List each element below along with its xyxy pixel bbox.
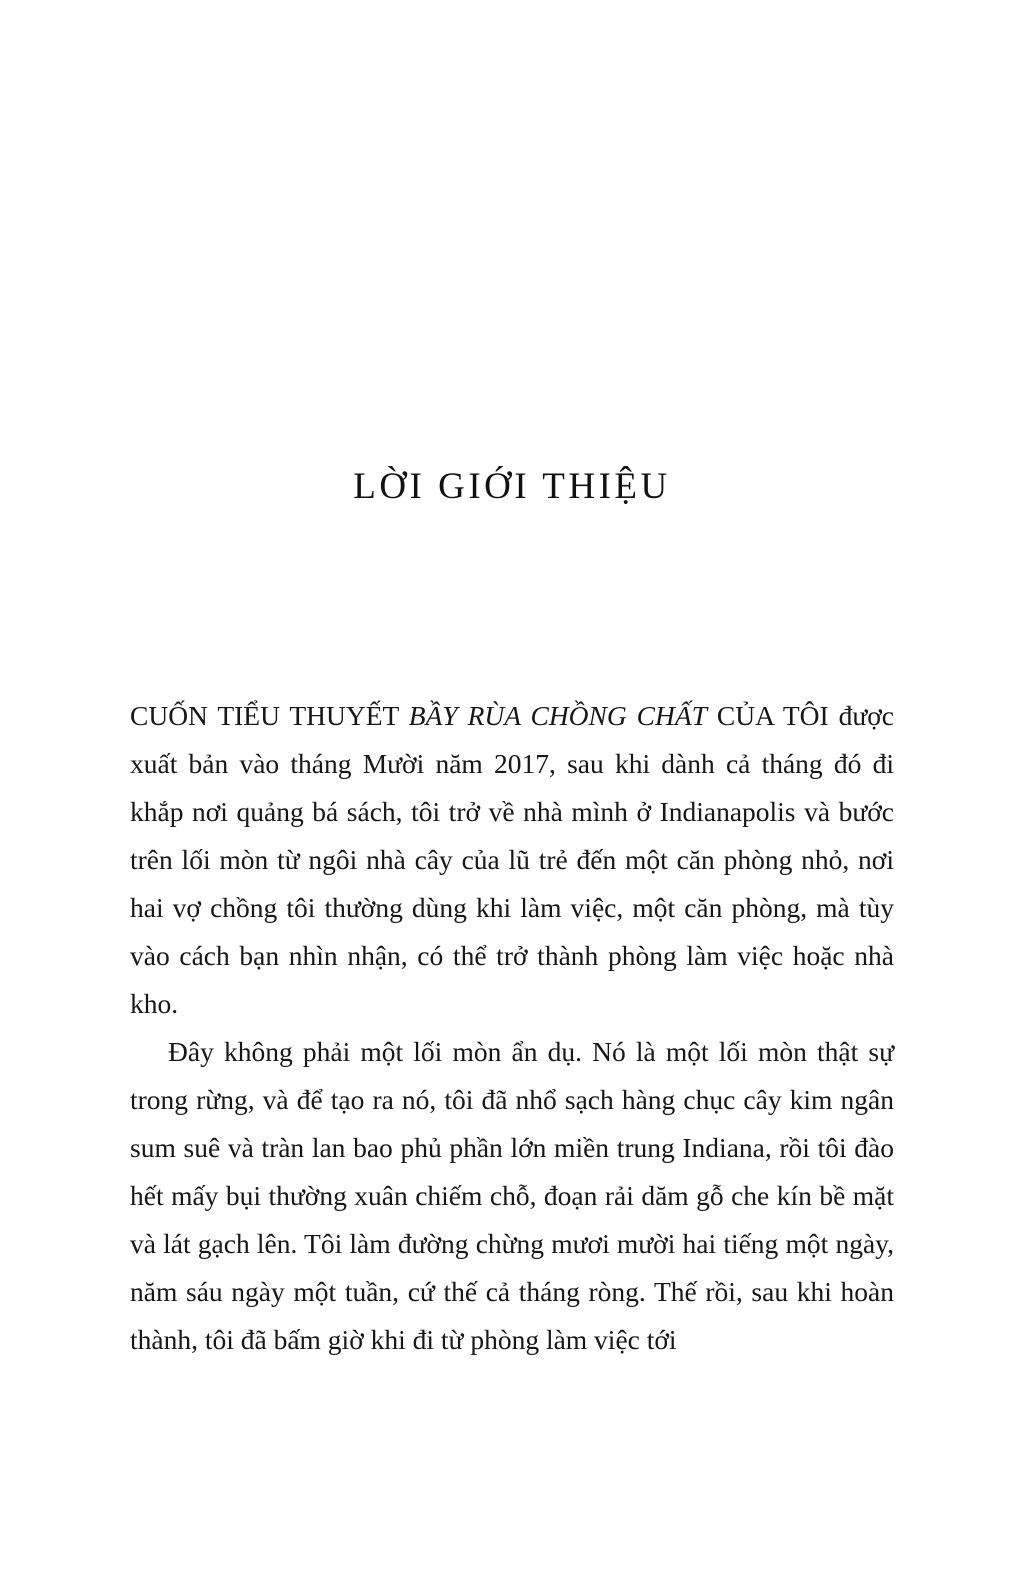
book-title-reference: BẦY RÙA CHỒNG CHẤT	[408, 700, 707, 731]
paragraph-1-rest: CỦA TÔI được xuất bản vào tháng Mười năm 2017, sau khi dành cả tháng đó đi khắp nơi quảng bá sách, tôi trở về nhà mình ở Indianapolis và bước trên lối mòn từ ngôi nhà cây của lũ trẻ đến một căn phòng nhỏ, nơi hai vợ chồng tôi thường dùng khi làm việc, một căn phòng, mà tùy vào cách bạn nhìn nhận, có thể trở thành phòng làm việc hoặc nhà kho.	[130, 700, 894, 1019]
paragraph-1	[130, 692, 894, 1028]
body-text-block	[130, 692, 894, 1364]
paragraph-1-lead: CUỐN TIỂU THUYẾT	[130, 700, 409, 731]
page-content	[130, 0, 894, 1575]
page-title: LỜI GIỚI THIỆU	[353, 465, 671, 507]
paragraph-2: Đây không phải một lối mòn ẩn dụ. Nó là một lối mòn thật sự trong rừng, và để tạo ra nó, tôi đã nhổ sạch hàng chục cây kim ngân sum suê và tràn lan bao phủ phần lớn miền trung Indiana, rồi tôi đào hết mấy bụi thường xuân chiếm chỗ, đoạn rải dăm gỗ che kín bề mặt và lát gạch lên. Tôi làm đường chừng mươi mười hai tiếng một ngày, năm sáu ngày một tuần, cứ thế cả tháng ròng. Thế rồi, sau khi hoàn thành, tôi đã bấm giờ khi đi từ phòng làm việc tới	[130, 1036, 894, 1355]
